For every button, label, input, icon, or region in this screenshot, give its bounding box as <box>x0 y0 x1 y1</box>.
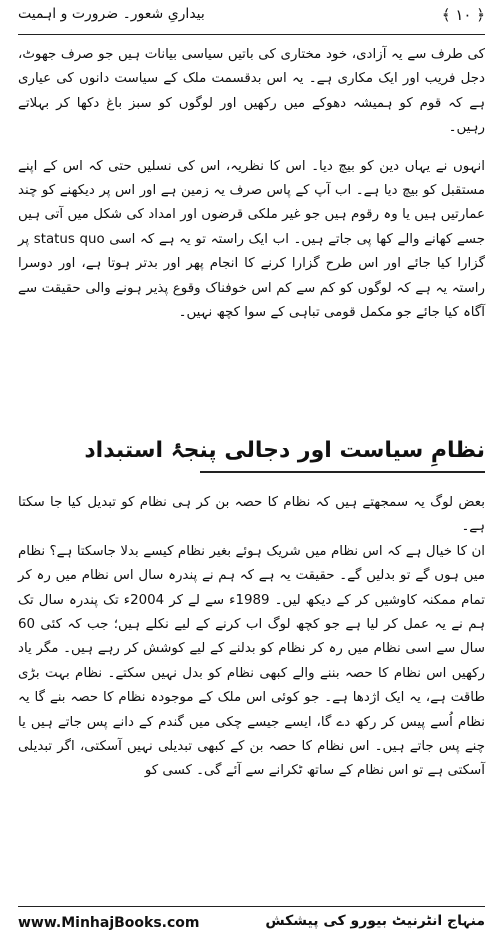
paragraph: ان کا خیال ہے کہ اس نظام میں شریک ہوئے بغیر نظام کیسے بدلا جاسکتا ہے؟ نظام میں ہوں گے تو بدلیں گے۔ حقیقت یہ ہے کہ ہم نے پندرہ سال اس نظام میں رہ کر تمام ممکنہ کاوشیں کر کے دیکھ لیں۔ 1989ء سے لے کر 2004ء تک پندرہ سال تک ہم نے یہ عمل کر لیا ہے جو کچھ لوگ اب کرنے کے لیے نکلے ہیں؛ جب کہ کئی 60 سال سے اسی نظام میں رہ کر نظام کو بدلنے کے لیے کوشش کر رہے ہیں۔ مگر یاد رکھیں اس نظام کا حصہ بننے والے کبھی نظام کو بدل نہیں سکتے۔ نظام بہت بڑی طاقت ہے، یہ ایک اژدھا ہے۔ جو کوئی اس ملک کے موجودہ نظام کا حصہ بنے گا یہ نظام اُسے پیس کر رکھ دے گا، ایسے جیسے چکی میں گندم کے دانے پس جاتے ہیں یا چنے پس جاتے ہیں۔ اس نظام کا حصہ بن کے کبھی تبدیلی نہیں آسکتی، اگر تبدیلی آسکتی ہے تو اس نظام کے ساتھ ٹکرانے سے آئے گی۔ کسی کو <box>18 543 485 779</box>
page-number: ﴾ ۱۰ ﴿ <box>441 6 485 24</box>
paragraph: کی طرف سے یہ آزادی، خود مختاری کی باتیں سیاسی بیانات ہیں جو صرف جھوٹ، دجل فریب اور ایک مکاری ہے۔ یہ اس بدقسمت ملک کے سیاست دانوں کی عیاری ہے کہ قوم کو ہمیشہ دھوکے میں رکھیں اور لوگوں کو سبز باغ دکھا کر بہلاتے رہیں۔ <box>18 47 485 136</box>
heading-underline <box>200 471 485 473</box>
header-divider <box>18 34 485 35</box>
footer-website-link[interactable]: www.MinhajBooks.com <box>18 915 200 931</box>
running-title: بیداریِ شعور۔ ضرورت و اہمیت <box>18 6 205 22</box>
footer-credit: منہاج انٹرنیٹ بیورو کی پیشکش <box>265 913 485 929</box>
paragraph: انہوں نے یہاں دین کو بیچ دیا۔ اس کا نظریہ، اس کی نسلیں حتی کہ اس کے اپنے مستقبل کو بیچ دیا ہے۔ اب آپ کے پاس صرف یہ زمین ہے اور اس پر دیکھنے کو چند عمارتیں ہیں یا وہ رقوم ہیں جو غیر ملکی قرضوں اور امداد کی شکل میں آتی ہیں جسے کھانے والے کھا پی جاتے ہیں۔ اب ایک راستہ تو یہ ہے کہ اسی status quo پر گزارا کیا جائے اور اس طرح گزارا کرنے کا انجام پھر اور بدتر ہوتا ہے، اور دوسرا راستہ یہ ہے کہ لوگوں کو کم سے کم اس خوفناک وقوع پذیر ہونے والی حقیقت سے آگاہ کیا جائے جو مکمل قومی تباہی کے سوا کچھ نہیں۔ <box>18 158 485 321</box>
page-header <box>18 0 485 34</box>
paragraph: بعض لوگ یہ سمجھتے ہیں کہ نظام کا حصہ بن کر ہی نظام کو تبدیل کیا جا سکتا ہے۔ <box>18 495 485 535</box>
footer-divider <box>18 906 485 907</box>
section-heading-block <box>84 431 485 479</box>
section-one-text <box>18 43 485 325</box>
section-two-text <box>18 491 485 784</box>
section-heading: نظامِ سیاست اور دجالی پنجۂ استبداد <box>84 438 485 463</box>
